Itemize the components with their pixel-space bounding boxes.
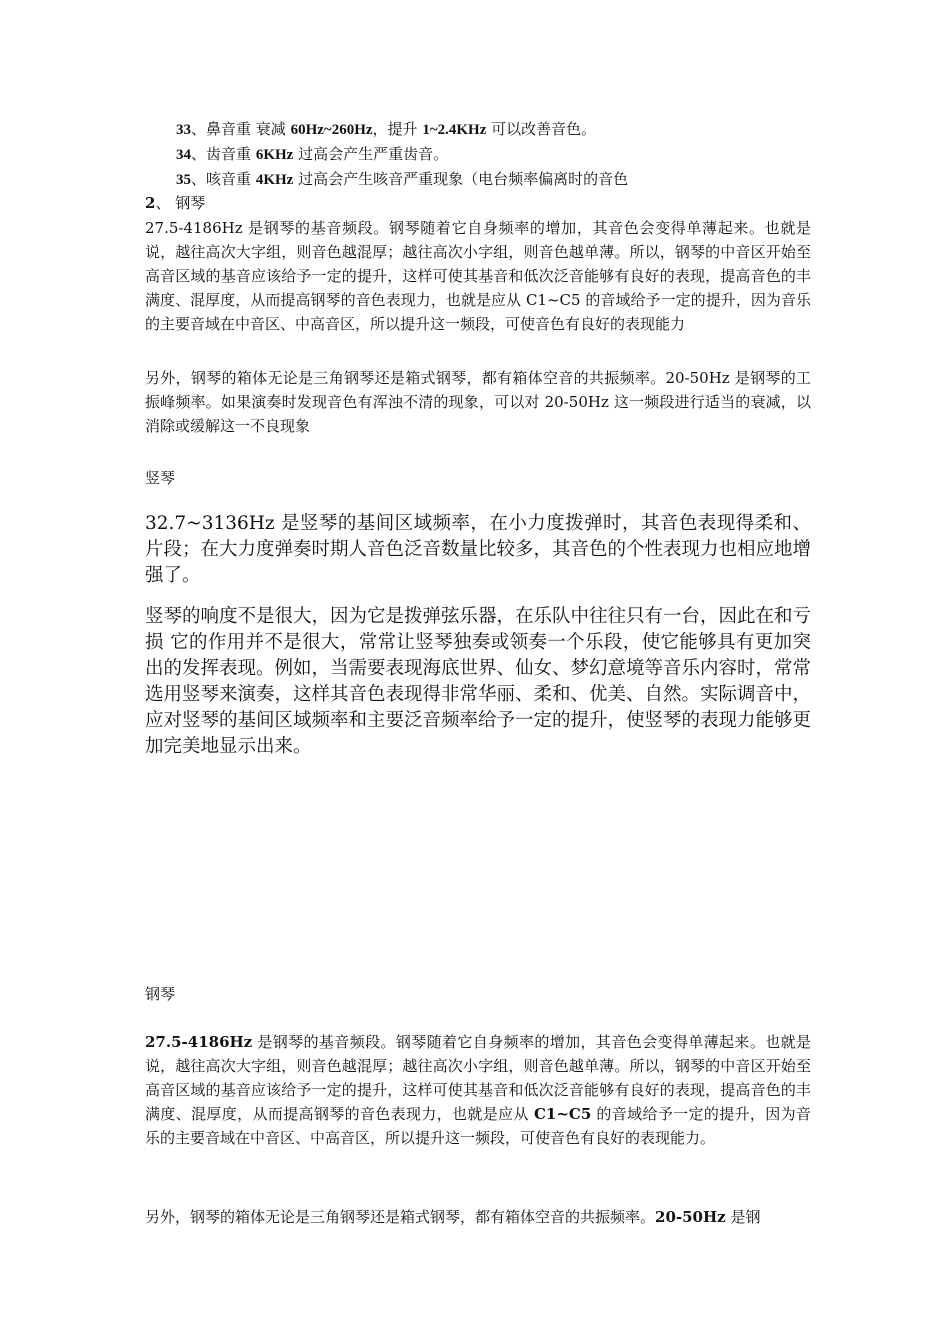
frequency-value: 4KHz bbox=[255, 172, 294, 188]
frequency-value: 20-50Hz bbox=[655, 1208, 726, 1226]
piano-paragraph-2: 另外，钢琴的箱体无论是三角钢琴还是箱式钢琴，都有箱体空音的共振频率。20-50Hz 是钢琴的工振峰频率。如果演奏时发现音色有浑浊不清的现象，可以对 20-50Hz 这一频段进行适当的衰减，以消除或缓解这一不良现象 bbox=[145, 369, 811, 435]
list-number: 35 bbox=[176, 172, 191, 188]
list-number: 33 bbox=[176, 122, 191, 138]
piano-paragraph-1: 27.5-4186Hz 是钢琴的基音频段。钢琴随着它自身频率的增加，其音色会变得单薄起来。也就是说，越往高次大字组，则音色越混厚；越往高次小字组，则音色越单薄。所以，钢琴的中音区开始至高音区域的基音应该给予一定的提升，这样可使其基音和低次泛音能够有良好的表现，提高音色的丰满度、混厚度，从而提高钢琴的音色表现力，也就是应从 C1~C5 的音域给予一定的提升，因为音乐的主要音域在中音区、中高音区，所以提升这一频段，可使音色有良好的表现能力 bbox=[145, 219, 811, 333]
list-item-35: 35、咳音重 4KHz 过高会产生咳音严重现象（电台频率偏离时的音色 bbox=[176, 170, 629, 188]
frequency-value: 6KHz bbox=[255, 147, 294, 163]
piano2-paragraph-1: 27.5-4186Hz 是钢琴的基音频段。钢琴随着它自身频率的增加，其音色会变得单薄起来。也就是说，越往高次大字组，则音色越混厚；越往高次小字组，则音色越单薄。所以，钢琴的中音区开始至高音区域的基音应该给予一定的提升，这样可使其基音和低次泛音能够有良好的表现，提高音色的丰满度、混厚度，从而提高钢琴的音色表现力，也就是应从 C1~C5 的音域给予一定的提升，因为音乐的主要音域在中音区、中高音区，所以提升这一频段，可使音色有良好的表现能力。 bbox=[145, 1033, 811, 1147]
range-value: C1~C5 bbox=[533, 1105, 592, 1123]
list-number: 34 bbox=[176, 147, 191, 163]
harp-paragraph-1: 32.7~3136Hz 是竖琴的基间区域频率，在小力度拨弹时，其音色表现得柔和、片段；在大力度弹奏时期人音色泛音数量比较多，其音色的个性表现力也相应地增强了。 bbox=[145, 513, 812, 586]
harp-paragraph-2: 竖琴的响度不是很大，因为它是拨弹弦乐器，在乐队中往往只有一台，因此在和亏损 它的作用并不是很大，常常让竖琴独奏或领奏一个乐段，使它能够具有更加突出的发挥表现。例如，当需要表现海底世界、仙女、梦幻意境等音乐内容时，常常选用竖琴来演奏，这样其音色表现得非常华丽、柔和、优美、自然。实际调音中，应对竖琴的基间区域频率和主要泛音频率给予一定的提升，使竖琴的表现力能够更加完美地显示出来。 bbox=[145, 606, 812, 757]
list-item-33: 33、鼻音重 衰减 60Hz~260Hz，提升 1~2.4KHz 可以改善音色。 bbox=[176, 120, 597, 138]
list-item-34: 34、齿音重 6KHz 过高会产生严重齿音。 bbox=[176, 145, 449, 163]
section-heading-piano: 2、 钢琴 bbox=[145, 194, 206, 212]
frequency-value: 60Hz~260Hz bbox=[290, 122, 373, 138]
piano2-paragraph-2: 另外，钢琴的箱体无论是三角钢琴还是箱式钢琴，都有箱体空音的共振频率。20-50Hz 是钢 bbox=[145, 1208, 761, 1226]
frequency-value: 1~2.4KHz bbox=[422, 122, 487, 138]
frequency-value: 27.5-4186Hz bbox=[145, 1033, 253, 1051]
section-heading-harp: 竖琴 bbox=[145, 469, 176, 487]
section-heading-piano-2: 钢琴 bbox=[145, 985, 176, 1003]
